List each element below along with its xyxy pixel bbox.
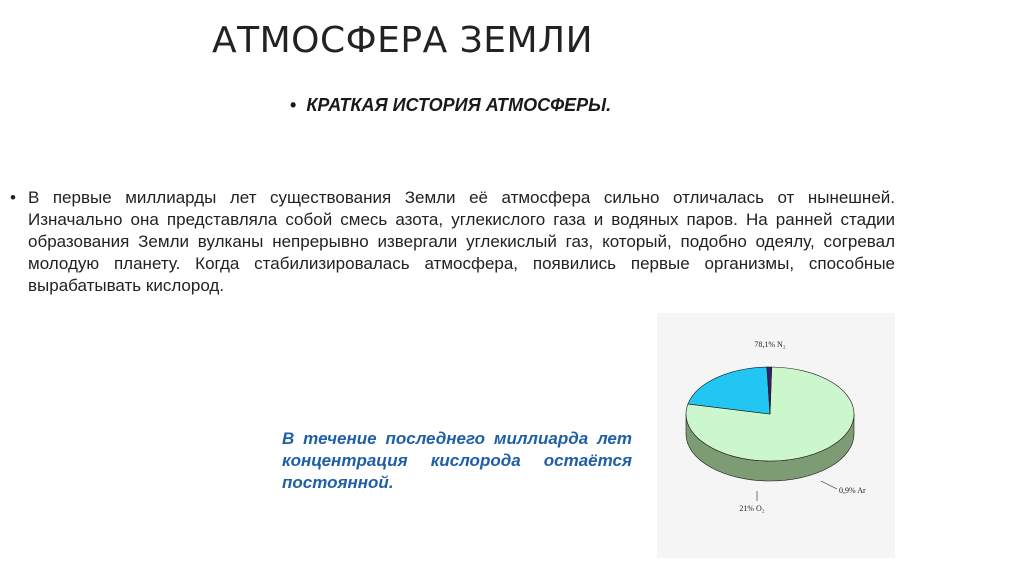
slide-title: АТМОСФЕРА ЗЕМЛИ	[212, 20, 594, 61]
pie-leader-line	[821, 481, 837, 489]
body-paragraph	[10, 187, 895, 297]
pie-chart-svg	[657, 313, 895, 558]
bullet-icon: •	[290, 95, 297, 115]
body-text: В первые миллиарды лет существования Земли её атмосфера сильно отличалась от нынешней. Изначально она представляла собой смесь азота, углекислого газа и водяных паров. На ранней стадии образования Земли вулканы непрерывно извергали углекислый газ, который, подобно одеялу, согревал молодую планету. Когда стабилизировалась атмосфера, появились первые организмы, способные вырабатывать кислород.	[28, 188, 895, 295]
subtitle-text: КРАТКАЯ ИСТОРИЯ АТМОСФЕРЫ.	[306, 95, 612, 115]
pie-label-0: 78,1% N₂	[754, 340, 786, 349]
bullet-icon: •	[10, 188, 16, 207]
pie-chart	[657, 313, 895, 558]
pie-label-1: 21% O₂	[739, 504, 765, 513]
highlight-note: В течение последнего миллиарда лет концентрация кислорода остаётся постоянной.	[282, 429, 632, 492]
subtitle	[290, 95, 611, 116]
pie-label-2: 0,9% Ar	[839, 486, 866, 495]
